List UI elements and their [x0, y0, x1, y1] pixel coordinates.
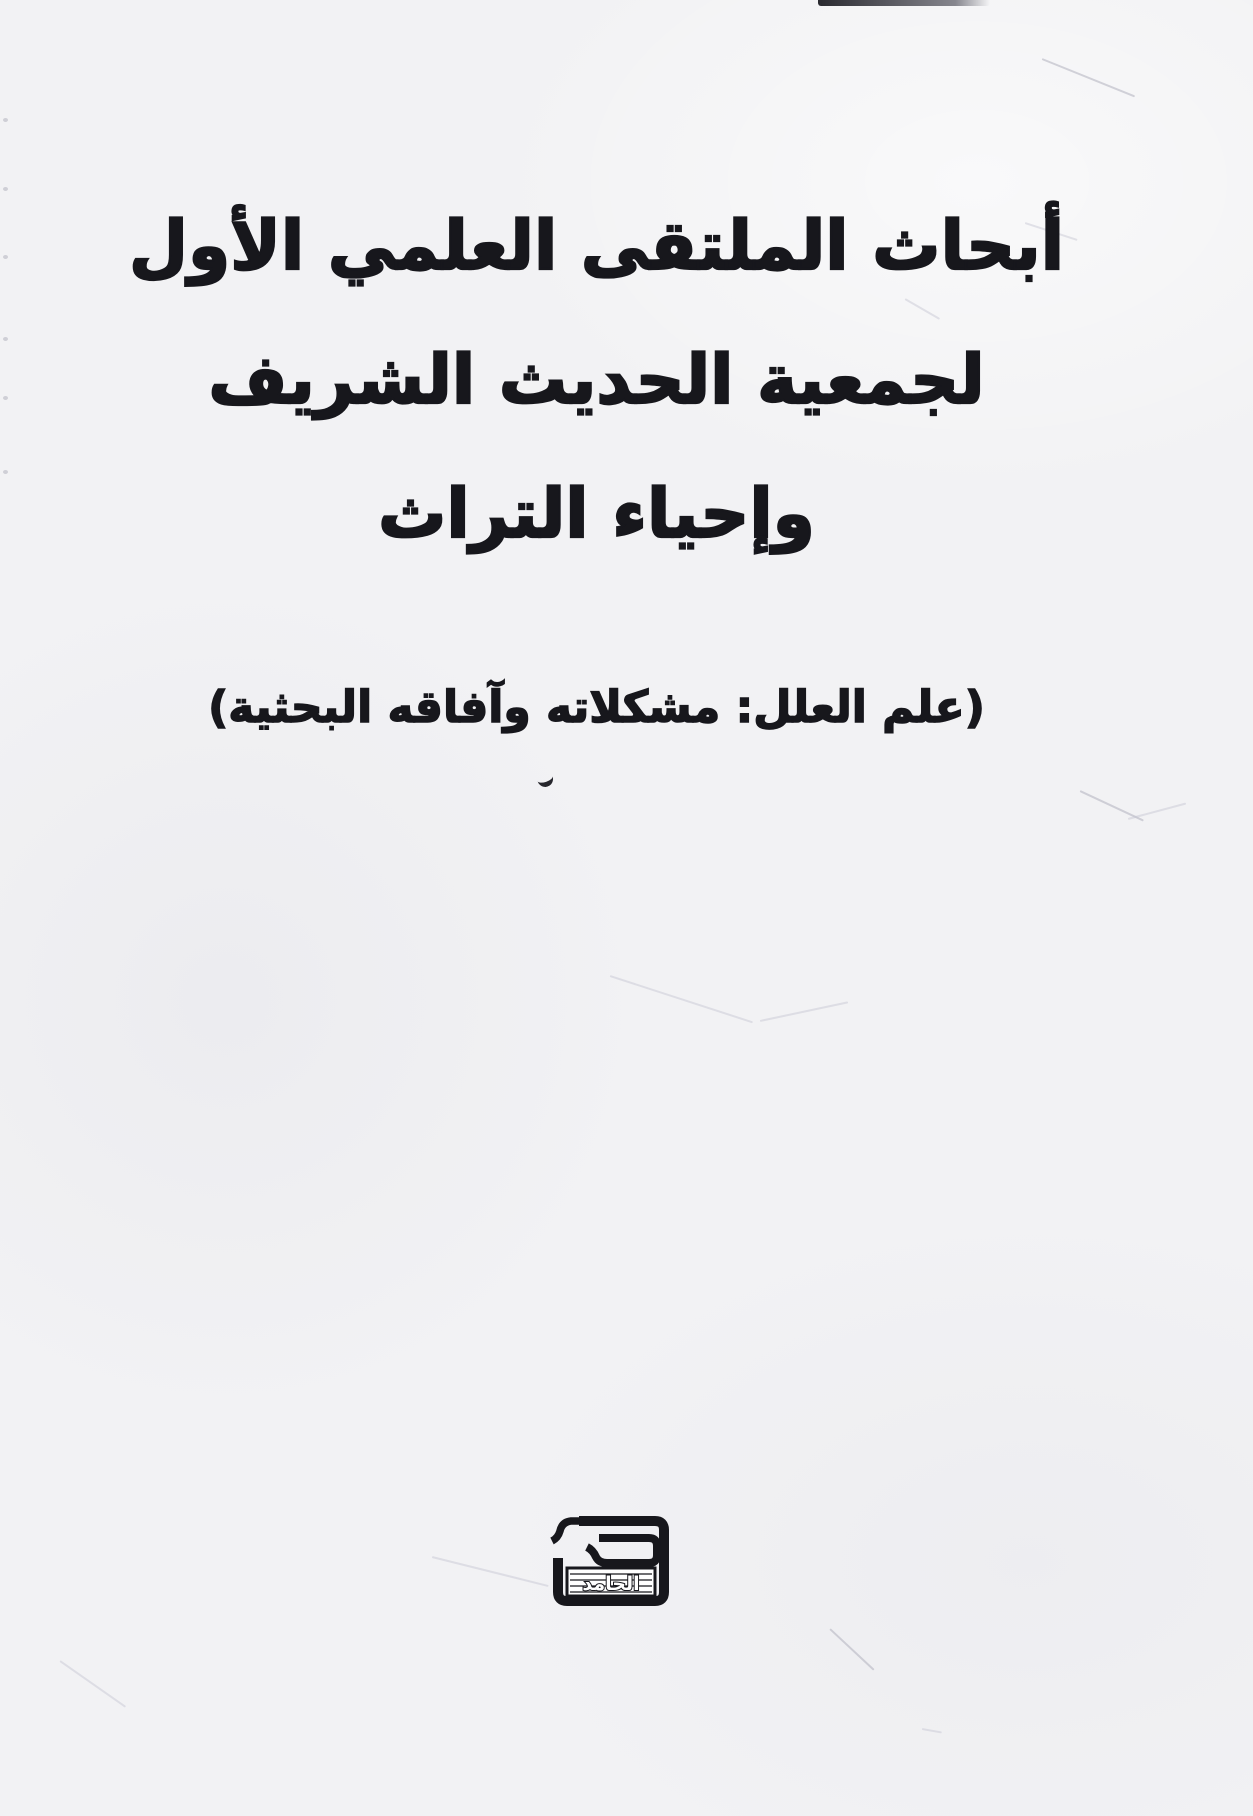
paper-crease [905, 298, 941, 320]
paper-crease [59, 1660, 126, 1708]
logo-publisher-name: الحامد [582, 1573, 640, 1595]
subtitle: (علم العلل: مشكلاته وآفاقه البحثية) [208, 682, 985, 733]
paper-crease [610, 975, 753, 1023]
title-line-3: وإحياء التراث [378, 475, 815, 554]
paper-crease [1042, 58, 1135, 97]
ink-speck [535, 768, 555, 789]
scan-edge-streak [818, 0, 990, 6]
scan-speck [3, 187, 8, 191]
publisher-logo [549, 1512, 673, 1622]
paper-crease [760, 1001, 848, 1022]
logo-haa-hook-stroke [552, 1521, 585, 1541]
publisher-logo-icon [549, 1512, 673, 1622]
paper-crease [1128, 803, 1186, 820]
title-line-1: أبحاث الملتقى العلمي الأول [129, 207, 1064, 286]
paper-crease [829, 1628, 874, 1670]
paper-crease [922, 1728, 942, 1733]
title-line-2: لجمعية الحديث الشريف [208, 341, 985, 420]
paper-crease [432, 1556, 549, 1587]
logo-inner-dal-stroke [587, 1538, 657, 1563]
scan-speck [3, 118, 8, 122]
